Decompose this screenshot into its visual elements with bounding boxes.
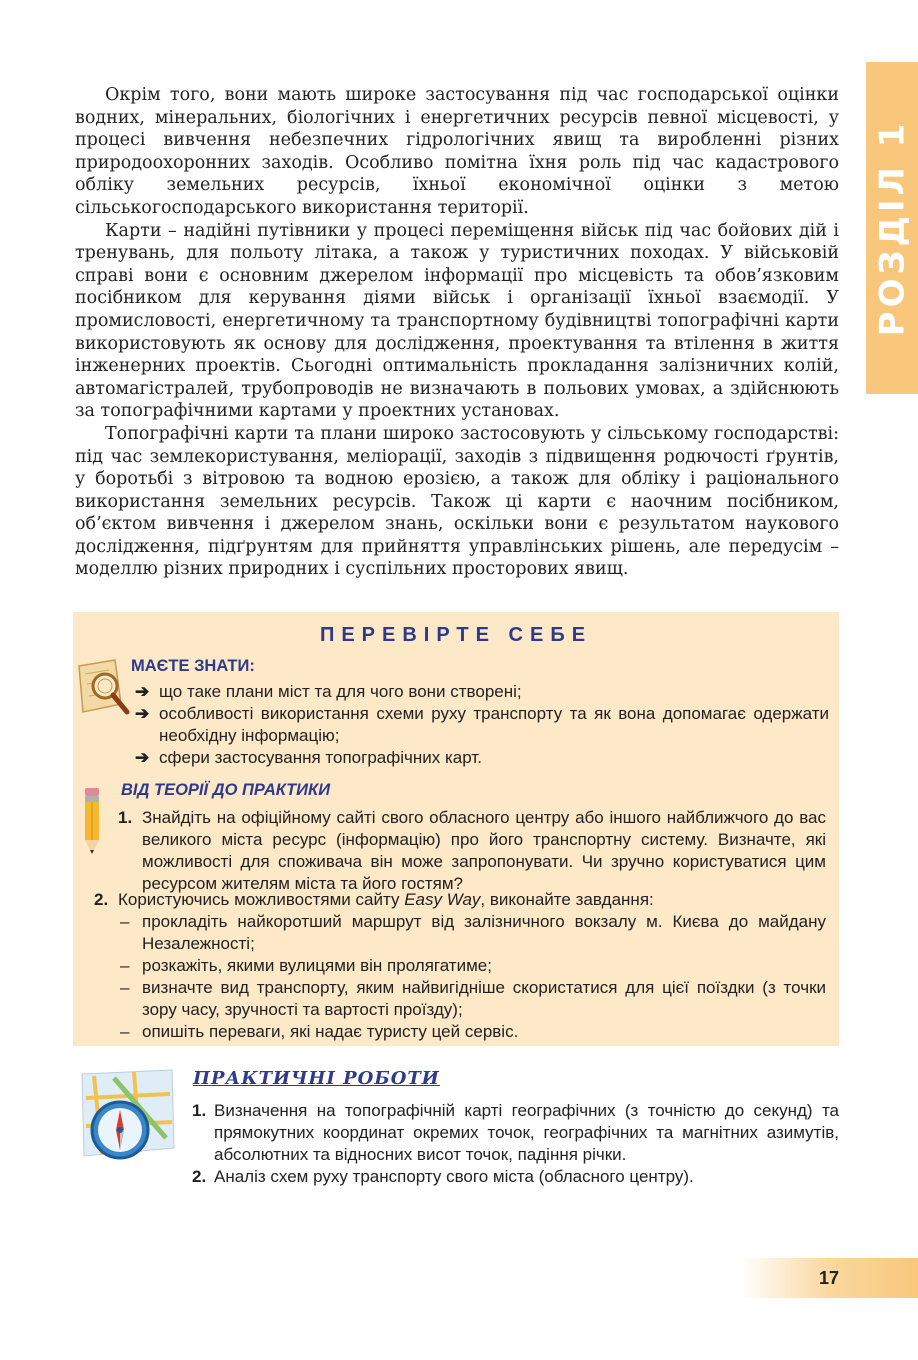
- task-1: [118, 807, 826, 895]
- list-item: – опишіть переваги, які надає туристу цей сервіс.: [120, 1022, 519, 1041]
- know-heading: МАЄТЕ ЗНАТИ:: [131, 657, 255, 675]
- know-list: [135, 681, 829, 769]
- page-number-tab: [740, 1258, 918, 1298]
- map-compass-icon: [74, 1068, 178, 1164]
- list-item: – визначте вид транспорту, яким найвигідніше скористатися для цієї поїздки (з точки зору часу, зручності та вартості проїзду);: [120, 978, 826, 1019]
- list-item: ➔ що таке плани міст та для чого вони створені;: [135, 682, 522, 701]
- practice-heading: ВІД ТЕОРІЇ ДО ПРАКТИКИ: [121, 781, 331, 799]
- list-item: 1. Визначення на топографічній карті географічних (з точністю до секунд) та прямокутних координат окремих точок, географічних та магнітних азимутів, абсолютних та відносних висот точок, падіння річки.: [192, 1101, 839, 1164]
- practical-title: ПРАКТИЧНІ РОБОТИ: [193, 1068, 440, 1089]
- body-text: [75, 84, 839, 581]
- task-2: 2. Користуючись можливостями сайту Easy Way, виконайте завдання:: [94, 890, 654, 909]
- list-item: – прокладіть найкоротший маршрут від залізничного вокзалу м. Києва до майдану Незалежності;: [120, 912, 826, 953]
- task-number: 2.: [94, 890, 109, 909]
- map-magnifier-icon: [75, 656, 133, 720]
- chapter-tab: [866, 62, 918, 394]
- pencil-icon: [81, 786, 103, 856]
- body-paragraph: Окрім того, вони мають широке застосування під час господарської оцінки водних, мінеральних, біологічних і енергетичних ресурсів певної місцевості, у процесі вивчення небезпечних гідрологічних явищ та виробленні різних природоохоронних заходів. Особливо помітна їхня роль під час кадастрового обліку земельних ресурсів, їхньої економічної оцінки з метою сільськогосподарського використання території.: [75, 85, 839, 218]
- site-name: Easy Way: [404, 890, 481, 909]
- list-item: ➔ особливості використання схеми руху транспорту та як вона допомагає одержати необхідну інформацію;: [135, 704, 829, 745]
- task-2-list: [120, 911, 826, 1043]
- practical-list: [192, 1100, 839, 1188]
- body-paragraph: Топографічні карти та плани широко застосовують у сільському господарстві: під час землекористування, меліорації, заходів з підвищення родючості ґрунтів, у боротьбі з вітровою та водною ерозією, а також для обліку і раціонального використання земельних ресурсів. Також ці карти є наочним посібником, об’єктом вивчення і джерелом знань, оскільки вони є результатом наукового дослідження, підґрунтям для прийняття управлінських рішень, але передусім – моделлю різних природних і суспільних просторових явищ.: [75, 423, 839, 580]
- list-item: ➔ сфери застосування топографічних карт.: [135, 748, 482, 767]
- list-item: 2. Аналіз схем руху транспорту свого міста (обласного центру).: [192, 1167, 694, 1186]
- list-item: – розкажіть, якими вулицями він пролягатиме;: [120, 956, 492, 975]
- body-paragraph: Карти – надійні путівники у процесі переміщення військ під час бойових дій і тренувань, для польоту літака, а також у туристичних походах. У військовій справі вони є основним джерелом інформації про місцевість та обов’язковим посібником для керування діями військ і організації їхньої взаємодії. У промисловості, енергетичному та транспортному будівництві топографічні карти використовують як основу для дослідження, проектування та втілення в життя інженерних проектів. Сьогодні оптимальність прокладання залізничних колій, автомагістралей, трубопроводів не визначають в польових умовах, а здійснюють за топографічними картами у проектних установах.: [75, 220, 839, 422]
- task-text: Знайдіть на офіційному сайті свого обласного центру або іншого найближчого до вас великого міста ресурс (інформацію) про його транспортну систему. Визначте, які можливості для споживача він може запропонувати. Чи зручно користуватися цим ресурсом жителям міста та його гостям?: [142, 808, 826, 893]
- task-number: 1.: [118, 808, 133, 827]
- check-yourself-title: ПЕРЕВІРТЕ СЕБЕ: [319, 624, 593, 646]
- page-number: 17: [818, 1268, 840, 1288]
- check-yourself-box: [73, 612, 839, 1046]
- chapter-tab-label: РОЗДІЛ 1: [872, 119, 912, 337]
